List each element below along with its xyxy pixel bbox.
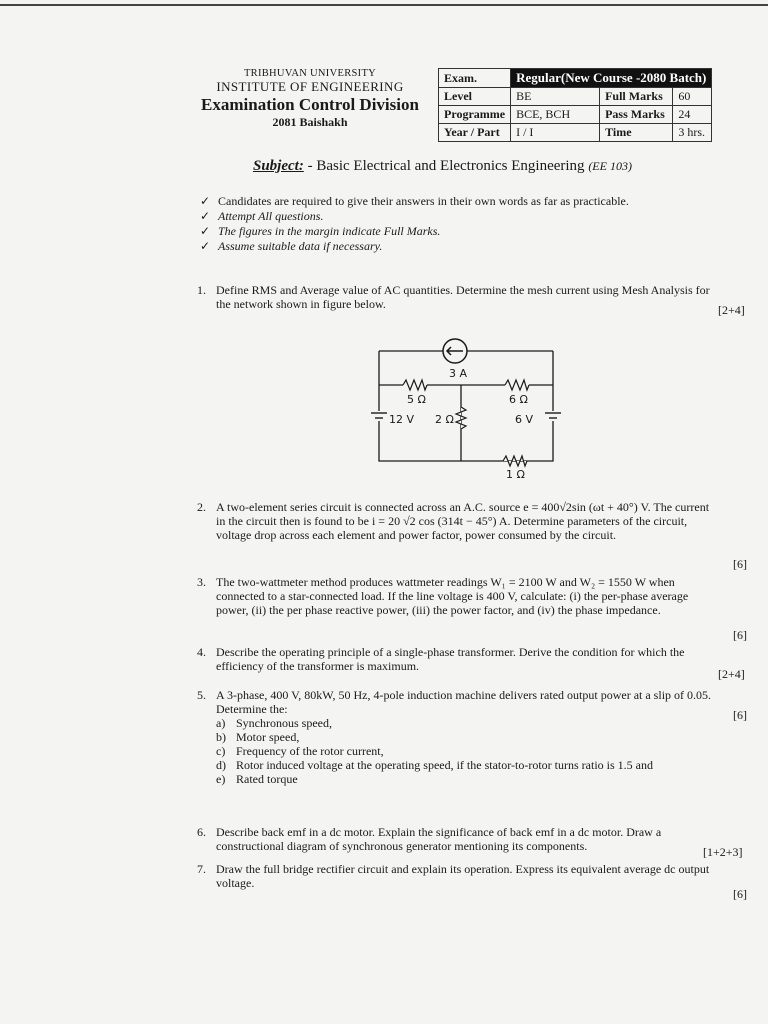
year-part-label: Year / Part	[439, 124, 511, 142]
level-value: BE	[511, 88, 600, 106]
battery-6v-symbol	[545, 411, 561, 421]
sub-question: c) Frequency of the rotor current,	[216, 744, 384, 758]
question-number: 3.	[197, 575, 206, 589]
question-4-marks: [2+4]	[718, 667, 745, 681]
label-12v: 12 V	[389, 413, 415, 426]
subject-name: - Basic Electrical and Electronics Engineering	[307, 158, 585, 174]
question-text: Define RMS and Average value of AC quantities. Determine the mesh current using Mesh Analysis for the network shown in figure below.	[216, 283, 710, 311]
question-number: 5.	[197, 688, 206, 702]
pass-marks-value: 24	[673, 106, 712, 124]
year-part-value: I / I	[511, 124, 600, 142]
sub-question: d) Rotor induced voltage at the operating speed, if the stator-to-rotor turns ratio is 1.5 and	[216, 758, 653, 772]
question-number: 2.	[197, 500, 206, 514]
time-value: 3 hrs.	[673, 124, 712, 142]
question-text: Draw the full bridge rectifier circuit and explain its operation. Express its equivalent average dc output voltage.	[216, 862, 710, 890]
label-5-ohm: 5 Ω	[407, 393, 426, 406]
programme-value: BCE, BCH	[511, 106, 600, 124]
resistor-2-ohm	[456, 407, 466, 429]
label-2-ohm: 2 Ω	[435, 413, 454, 426]
checkmark-icon: ✓	[200, 239, 211, 253]
question-text: Describe back emf in a dc motor. Explain the significance of back emf in a dc motor. Draw a constructional diagram of synchronous generator mentioning its components.	[216, 825, 662, 853]
question-1	[197, 283, 712, 311]
question-number: 4.	[197, 645, 206, 659]
exam-header	[190, 68, 430, 130]
exam-session: 2081 Baishakh	[272, 115, 348, 129]
institute-name: INSTITUTE OF ENGINEERING	[216, 79, 404, 94]
subject-code: (EE 103)	[588, 159, 632, 173]
question-3-marks: [6]	[733, 628, 747, 642]
instruction-item: ✓ Attempt All questions.	[200, 209, 324, 223]
checkmark-icon: ✓	[200, 194, 211, 208]
subject-label: Subject:	[253, 158, 304, 174]
label-6v: 6 V	[515, 413, 534, 426]
question-text: A two-element series circuit is connected across an A.C. source e = 400√2sin (ωt + 40°) V. The current in the circuit then is found to be i = 20 √2 cos (314t − 45°) A. Determine parameters of the circuit, voltage drop across each element and power factor, power consumed by the circuit.	[216, 500, 710, 542]
question-text: The two-wattmeter method produces wattmeter readings W₁ = 2100 W and W₂ = 1550 W when connected to a star-connected load. If the line voltage is 400 V, calculate: (i) the per-phase average power, (ii) the per phase reactive power, (iii) the power factor, and (iv) the phase impedance.	[216, 575, 689, 617]
question-2	[197, 500, 712, 542]
battery-12v-symbol	[371, 411, 387, 421]
question-6-marks: [1+2+3]	[703, 845, 743, 859]
instruction-item: ✓ Candidates are required to give their answers in their own words as far as practicable.	[200, 194, 629, 208]
question-text: A 3-phase, 400 V, 80kW, 50 Hz, 4-pole induction machine delivers rated output power at a slip of 0.05. Determine the:	[216, 688, 712, 716]
question-3	[197, 575, 712, 617]
level-label: Level	[439, 88, 511, 106]
university-name: TRIBHUVAN UNIVERSITY	[243, 68, 377, 79]
full-marks-label: Full Marks	[600, 88, 673, 106]
resistor-5-ohm	[403, 380, 427, 390]
label-6-ohm: 6 Ω	[509, 393, 528, 406]
resistor-6-ohm	[505, 380, 529, 390]
question-4	[197, 645, 712, 673]
exam-label: Exam.	[439, 69, 511, 88]
instructions-list	[200, 194, 629, 254]
full-marks-value: 60	[673, 88, 712, 106]
question-text: Describe the operating principle of a single-phase transformer. Derive the condition for which the efficiency of the transformer is maximum.	[216, 645, 685, 673]
question-1-marks: [2+4]	[718, 303, 745, 317]
question-5-marks: [6]	[733, 708, 747, 722]
checkmark-icon: ✓	[200, 209, 211, 223]
label-3a: 3 A	[449, 367, 468, 380]
question-number: 7.	[197, 862, 206, 876]
programme-label: Programme	[439, 106, 511, 124]
resistor-1-ohm	[503, 456, 527, 466]
subject-line	[253, 158, 632, 175]
question-6	[197, 825, 712, 853]
label-1-ohm: 1 Ω	[506, 468, 525, 481]
sub-question: e) Rated torque	[216, 772, 298, 786]
sub-question: a) Synchronous speed,	[216, 716, 332, 730]
top-border-line	[0, 4, 768, 6]
question-5	[197, 688, 712, 786]
instruction-item: ✓ The figures in the margin indicate Full Marks.	[200, 224, 441, 238]
instruction-item: ✓ Assume suitable data if necessary.	[200, 239, 383, 253]
sub-question: b) Motor speed,	[216, 730, 300, 744]
checkmark-icon: ✓	[200, 224, 211, 238]
question-7-marks: [6]	[733, 887, 747, 901]
question-7	[197, 862, 712, 890]
division-name: Examination Control Division	[201, 95, 419, 114]
exam-type: Regular(New Course -2080 Batch)	[511, 69, 712, 88]
question-number: 1.	[197, 283, 206, 297]
time-label: Time	[600, 124, 673, 142]
mesh-circuit-diagram	[365, 333, 580, 483]
question-number: 6.	[197, 825, 206, 839]
current-source-symbol	[443, 339, 467, 363]
pass-marks-label: Pass Marks	[600, 106, 673, 124]
question-2-marks: [6]	[733, 557, 747, 571]
exam-info-table	[438, 68, 712, 142]
